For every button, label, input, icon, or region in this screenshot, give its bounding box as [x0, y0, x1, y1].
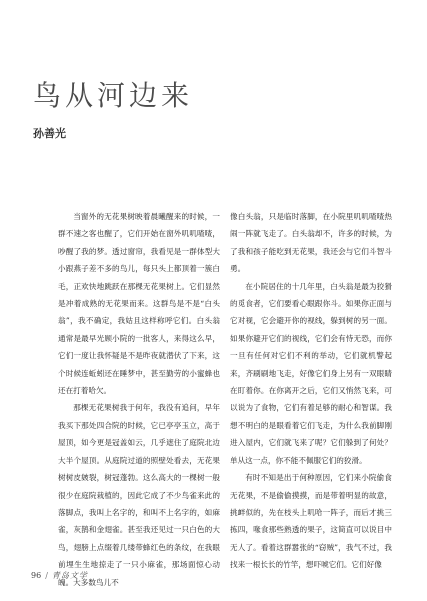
paragraph: 有时不知是出于何种原因，它们来小院偷食无花果，不是偷偷摸摸，而是带着明显的故意，挑衅似的，先在枝头上叽哈一阵子，而后才挑三拣四，喙食那些熟透的果子，这简直可以说目中无人了。看着这群嚣张的“窃贼”，我气不过，我找来一根长长的竹竿，想吓唬它们。它们好像 — [230, 473, 392, 570]
footer-separator: / — [45, 571, 48, 580]
paragraph: 那棵无花果树我于何年，我没有追问，早年我买下那处四合院的时候，它已亭亭玉立，高于屋顶，如今更是冠盖如云，几乎遮住了庭院北边大半个屋顶。从庭院过道的照壁处看去，无花果树树皮皴裂，树冠蓬勃。这么高大的一棵树一般很少在庭院栽植的，因此它成了不少鸟雀来此的落脚点，我叫上名字的，和叫不上名字的，如麻雀，灰鹊和金翅雀。甚至我还见过一只白色的大鸟，翅膀上点缀着几缕带蜂红色的条纹，在我眼前埋生生地掠走了一只小麻雀，那场面惊心动魄。大多数鸟儿不 — [58, 403, 220, 587]
article-author: 孙善光 — [33, 127, 66, 140]
article-title: 鸟从河边来 — [33, 79, 194, 112]
body-column-left — [58, 208, 220, 591]
paragraph: 在小院居住的十几年里，白头翁是最为狡猾的觅食者，它们要看心眼跟你斗。如果你正面与它对视，它会避开你的视线，躲到树的另一面。如果你避开它们的视线，它们会有恃无恐，而你一旦有任何对它们不利的举动，它们就机警起来，齐刷刷地飞走，好像它们身上另有一双眼睛在盯着你。在你离开之后，它们又悄然飞来，可以说为了食物，它们有着足够的耐心和智谋。我想不明白的是眼看着它们飞走，为什么我前脚刚进入屋内，它们就飞来了呢？它们躲到了何处？单从这一点，你不能不佩服它们的狡滑。 — [230, 281, 392, 465]
body-column-right — [230, 208, 392, 574]
page-number: 96 — [31, 571, 42, 580]
magazine-name: 青岛文学 — [51, 571, 88, 580]
paragraph: 像白头翁，只是临时落脚，在小院里叽叽喳喳热闹一阵就飞走了。白头翁却不，许多的时候，为了我和孩子能吃到无花果，我还会与它们斗智斗勇。 — [230, 212, 392, 274]
paragraph: 当窗外的无花果树映着晨曦醒来的时候，一群不速之客也醒了，它们开始在窗外叽叽喳喳，吵醒了我的梦。透过窗帘，我看见是一群体型大小跟燕子差不多的鸟儿，每只头上都顶着一簇白毛，正欢快地跳跃在那棵无花果树上。它们显然是冲着成熟的无花果而来。这群鸟是不是“白头翁”，我不确定，我姑且这样称呼它们。白头翁通常是最早光顾小院的一批客人，来得这么早，它们一度让我怀疑是不是昨夜就潜伏了下来，这个时候连蚯蚓还在睡梦中，甚至勤劳的小蜜蜂也还在打着哈欠。 — [58, 212, 220, 396]
page-footer — [31, 570, 88, 581]
